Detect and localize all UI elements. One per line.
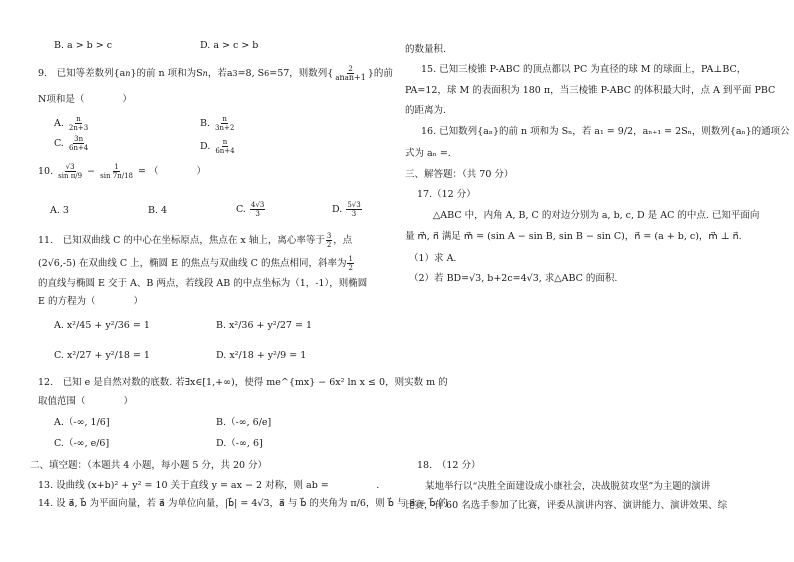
q9-sub-n2: n: [202, 69, 208, 78]
q9-frac-num: 2: [348, 65, 353, 73]
q9-frac-den: anan+1: [335, 73, 366, 82]
q10-option-a: A. 3: [50, 205, 69, 216]
right-column: [397, 0, 794, 562]
q10-tail: = （ ）: [135, 166, 207, 177]
q9-fraction: [334, 65, 366, 82]
q15-line3: 的距离为.: [405, 105, 447, 116]
q10-frac2: $\frac{1}{\sin 7\pi/18}$: [100, 163, 134, 180]
q18-line2: 比赛，有 60 名选手参加了比赛，评委从演讲内容、演讲能力、演讲效果、综: [405, 500, 728, 511]
q11-option-c: C. x²/27 + y²/18 = 1: [54, 350, 150, 361]
q10-stem: 10. $\frac{√3}{\text{sin π/9}}$ − $\frac{1}{\sin 7\pi/18}$ = （ ）: [38, 163, 207, 180]
q14-continued: 的数量积.: [405, 44, 447, 55]
q9-option-c: C. $\frac{3n}{6n+4}$: [54, 135, 89, 152]
q9-option-a: A. $\frac{n}{2n+3}$: [54, 115, 89, 132]
q12-option-c: C.（-∞, e/6]: [54, 438, 110, 449]
q10-frac1: $\frac{√3}{\text{sin π/9}}$: [58, 163, 83, 180]
q10-option-b: B. 4: [148, 205, 168, 216]
q9-mid: }的前 n 项和为S: [130, 68, 203, 79]
q9-line2: N项和是（ ）: [38, 94, 132, 105]
q9-eq2: =57，则数列{: [269, 68, 334, 79]
q17-part1: （1）求 A.: [409, 253, 457, 264]
q12-line1: 12. 已知 e 是自然对数的底数. 若∃x∈[1,+∞)，使得 me^{mx} − 6x² ln x ≤ 0，则实数 m 的: [38, 377, 448, 388]
q11-line3: 的直线与椭圆 E 交于 A、B 两点，若线段 AB 的中点坐标为（1，-1），则椭圆: [38, 278, 368, 289]
q8-option-b: B. a > b > c: [54, 40, 113, 51]
q12-option-b: B.（-∞, 6/e]: [216, 417, 272, 428]
q11-option-a: A. x²/45 + y²/36 = 1: [54, 320, 150, 331]
q12-line2: 取值范围（ ）: [38, 396, 134, 407]
q15-line1: 15. 已知三棱锥 P-ABC 的顶点都以 PC 为直径的球 M 的球面上，PA⊥BC，: [421, 64, 747, 75]
q9-stem: [38, 65, 393, 82]
q17-line1: △ABC 中，内角 A, B, C 的对边分别为 a, b, c, D 是 AC 的中点. 已知平面向: [433, 210, 760, 221]
q18-head: 18. （12 分）: [417, 460, 481, 471]
q11-line1: 11. 已知双曲线 C 的中心在坐标原点，焦点在 x 轴上，离心率等于 $\frac{3}{2}$ ，点: [38, 232, 353, 249]
q13: 13. 设曲线 (x+b)² + y² = 10 关于直线 y = ax − 2 对称，则 ab = .: [38, 480, 380, 491]
q9-tail: }的前: [367, 68, 393, 79]
q9-prefix: 9. 已知等差数列{a: [38, 68, 126, 79]
q10-option-d: D. $\frac{5√3}{3}$: [332, 201, 361, 218]
q17-line2: 量 m⃗, n⃗ 满足 m⃗ = (sin A − sin B, sin B − sin C)，n⃗ = (a + b, c)，m⃗ ⊥ n⃗.: [405, 231, 742, 242]
q10-label: 10.: [38, 166, 54, 177]
q9-option-b: B. $\frac{n}{3n+2}$: [200, 115, 235, 132]
q16-line2: 式为 aₙ =.: [405, 148, 451, 159]
q9-s6: 6: [264, 69, 270, 78]
q9-sub-n: n: [125, 69, 131, 78]
section-solutions: 三、解答题：（共 70 分）: [405, 169, 514, 180]
q11-option-b: B. x²/36 + y²/27 = 1: [216, 320, 313, 331]
q8-option-d: D. a > c > b: [200, 40, 259, 51]
q9-eq1: =8, S: [237, 68, 265, 79]
q10-option-c: C. $\frac{4√3}{3}$: [236, 201, 265, 218]
q17-part2: （2）若 BD=√3, b+2c=4√3, 求△ABC 的面积.: [409, 273, 618, 284]
q16-line1: 16. 已知数列{aₙ}的前 n 项和为 Sₙ，若 a₁ = 9/2，aₙ₊₁ = 2Sₙ，则数列{aₙ}的通项公: [421, 126, 790, 137]
q14: 14. 设 a⃗, b⃗ 为平面向量，若 a⃗ 为单位向量，|b⃗| = 4√3，a⃗ 与 b⃗ 的夹角为 π/6，则 b⃗ 与 a⃗ − b⃗ 的: [38, 498, 448, 509]
q17-head: 17.（12 分）: [417, 189, 476, 200]
section-fill-in: 二、填空题：（本题共 4 小题，每小题 5 分，共 20 分）: [30, 460, 268, 471]
q11-line4: E 的方程为（ ）: [38, 296, 143, 307]
q11-option-d: D. x²/18 + y²/9 = 1: [216, 350, 307, 361]
q18-line1: 某地举行以“决胜全面建设成小康社会，决战脱贫攻坚”为主题的演讲: [425, 481, 711, 492]
q9-option-d: D. $\frac{n}{6n+4}$: [200, 138, 235, 155]
q15-line2: PA=12，球 M 的表面积为 180 π，当三棱锥 P-ABC 的体积最大时，点 A 到平面 PBC: [405, 85, 776, 96]
q11-line2: (2√6,-5) 在双曲线 C 上，椭圆 E 的焦点与双曲线 C 的焦点相同，斜率为 $\frac{1}{2}$: [38, 255, 353, 272]
q9-a3: 3: [232, 69, 238, 78]
q12-option-d: D.（-∞, 6]: [216, 438, 263, 449]
q9-mid2: ，若a: [207, 68, 233, 79]
q12-option-a: A.（-∞, 1/6]: [54, 417, 110, 428]
